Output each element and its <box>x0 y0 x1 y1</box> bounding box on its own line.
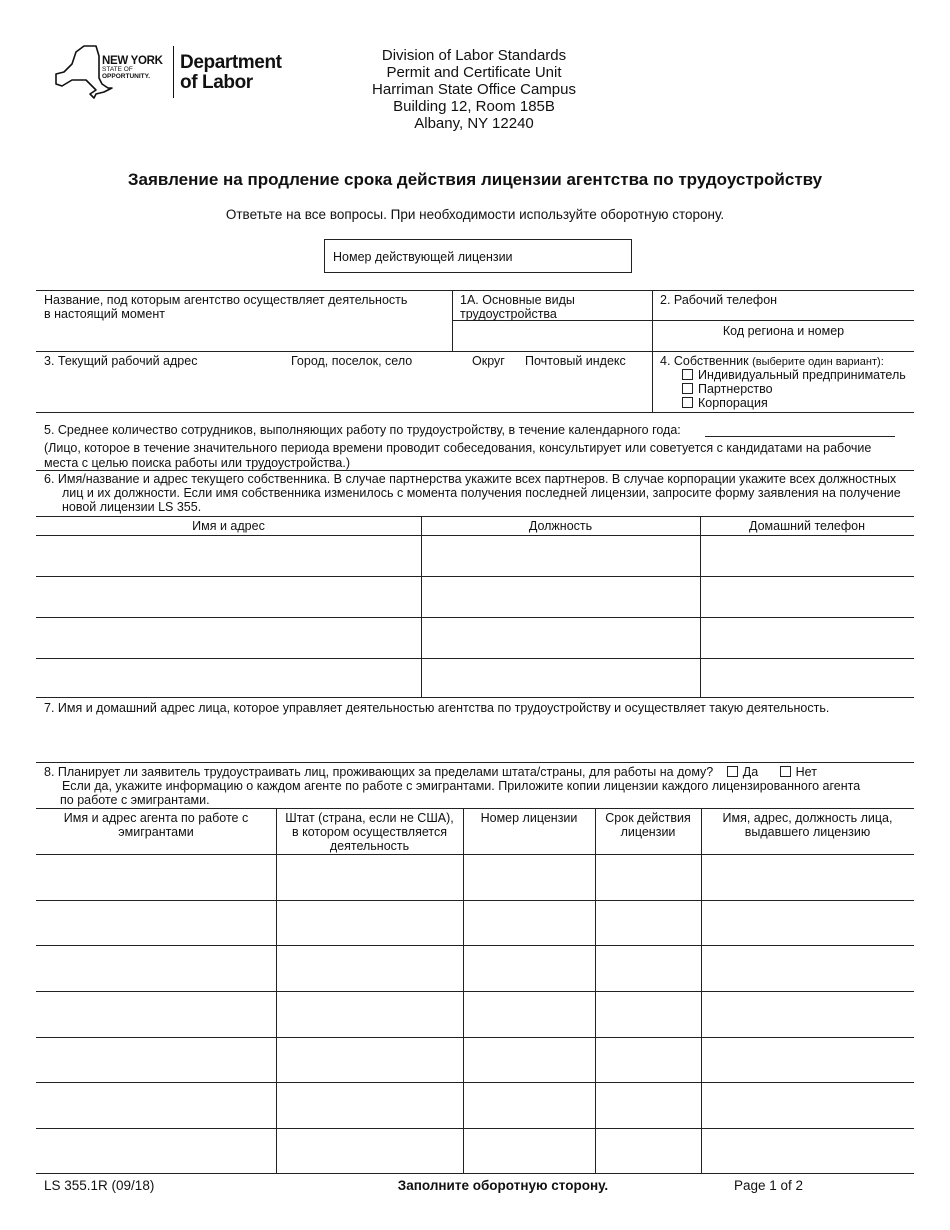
rule <box>36 470 914 471</box>
current-license-number-field[interactable] <box>324 239 632 273</box>
rule <box>36 697 914 698</box>
table-row[interactable] <box>36 659 914 697</box>
form-instructions: Ответьте на все вопросы. При необходимости используйте оборотную сторону. <box>225 207 725 222</box>
table-row[interactable] <box>36 618 914 658</box>
logo-department-line-1: Department <box>180 52 282 73</box>
business-address-label: 3. Текущий рабочий адрес <box>44 354 198 368</box>
address-line: Division of Labor Standards <box>381 47 567 64</box>
rule <box>36 412 914 413</box>
header-line: эмигрантами <box>118 825 194 839</box>
option-label: Партнерство <box>698 382 773 396</box>
q8-yes-option[interactable] <box>727 765 758 779</box>
ownership-option-corporation[interactable] <box>682 396 768 410</box>
zip-label: Почтовый индекс <box>525 354 626 368</box>
address-line: Building 12, Room 185B <box>393 98 555 115</box>
ownership-label <box>660 354 884 369</box>
employment-types-field[interactable] <box>453 291 652 351</box>
form-title: Заявление на продление срока действия лицензии агентства по трудоустройству <box>127 170 823 189</box>
rule <box>36 516 914 517</box>
form-number: LS 355.1R (09/18) <box>44 1178 155 1193</box>
owners-table <box>36 516 914 698</box>
column-header-name-address: Имя и адрес <box>192 519 265 533</box>
ownership-option-sole-proprietor[interactable] <box>682 368 906 382</box>
checkbox[interactable] <box>780 766 791 777</box>
table-row[interactable] <box>36 855 914 900</box>
avg-employees-input[interactable] <box>705 436 895 437</box>
employment-types-label: 1А. Основные виды <box>460 293 575 307</box>
rule <box>36 1173 914 1174</box>
column-header-home-phone: Домашний телефон <box>749 519 865 533</box>
table-row[interactable] <box>36 1038 914 1082</box>
agency-name-label: в настоящий момент <box>44 307 165 321</box>
continue-note: Заполните оборотную сторону. <box>397 1178 609 1193</box>
checkbox[interactable] <box>682 383 693 394</box>
agency-name-field[interactable] <box>36 291 452 351</box>
address-line: Permit and Certificate Unit <box>386 64 562 81</box>
work-phone-sublabel: Код региона и номер <box>722 324 845 338</box>
header-line: Номер лицензии <box>480 811 578 825</box>
rule <box>36 808 914 809</box>
header-line: Срок действия <box>605 811 691 825</box>
avg-employees-label: 5. Среднее количество сотрудников, выполняющих работу по трудоустройству, в течение календарного года: <box>44 423 681 437</box>
ownership-hint: (выберите один вариант): <box>752 356 884 368</box>
nys-dol-logo <box>52 44 297 102</box>
table-row[interactable] <box>36 577 914 617</box>
manager-info-field[interactable] <box>36 699 914 762</box>
agency-name-label: Название, под которым агентство осуществляет деятельность <box>44 293 408 307</box>
business-address-field[interactable] <box>36 352 652 412</box>
option-label: Корпорация <box>698 396 768 410</box>
table-row[interactable] <box>36 1083 914 1128</box>
page-number: Page 1 of 2 <box>734 1178 804 1193</box>
column-header-agent-name-address <box>36 811 276 839</box>
logo-state-name: NEW YORK <box>102 55 163 67</box>
q8-instructions: Если да, укажите информацию о каждом агенте по работе с эмигрантами. Приложите копии лицензии каждого лицензированного агента <box>62 779 861 793</box>
option-label: Индивидуальный предприниматель <box>698 368 906 382</box>
current-license-number-label: Номер действующей лицензии <box>333 250 513 264</box>
work-phone-field[interactable] <box>653 291 914 351</box>
ownership-label-text: 4. Собственник <box>660 354 749 368</box>
column-header-license-expiration <box>595 811 701 839</box>
employment-types-label: трудоустройства <box>460 307 557 321</box>
header-line: деятельность <box>329 839 410 853</box>
column-header-state <box>276 811 463 853</box>
county-label: Округ <box>472 354 505 368</box>
q8-question <box>44 765 817 779</box>
q6-instructions: новой лицензии LS 355. <box>62 500 202 514</box>
option-label: Нет <box>795 765 817 779</box>
table-row[interactable] <box>36 992 914 1037</box>
q8-no-option[interactable] <box>780 765 817 779</box>
column-header-issuer <box>701 811 914 839</box>
manager-info-label: 7. Имя и домашний адрес лица, которое управляет деятельностью агентства по трудоустройству и осуществляет такую деятельность. <box>44 701 830 715</box>
address-line: Harriman State Office Campus <box>372 81 576 98</box>
q6-instructions: лиц и их должности. Если имя собственника изменилось с момента получения последней лицензии, запросите форму заявления на получение <box>62 486 901 500</box>
logo-tagline-2: OPPORTUNITY. <box>102 73 151 80</box>
option-label: Да <box>742 765 759 779</box>
avg-employees-note: места с целью поиска работы или трудоустройства.) <box>44 456 351 470</box>
q8-question-text: 8. Планирует ли заявитель трудоустраивать лиц, проживающих за пределами штата/страны, для работы на дому? <box>44 765 714 779</box>
table-row[interactable] <box>36 901 914 945</box>
checkbox[interactable] <box>682 369 693 380</box>
agency-address-block <box>340 47 608 132</box>
checkbox[interactable] <box>727 766 738 777</box>
logo-department-line-2: of Labor <box>180 72 253 93</box>
logo-divider <box>173 46 174 98</box>
header-line: лицензии <box>620 825 676 839</box>
work-phone-label: 2. Рабочий телефон <box>660 293 778 307</box>
logo-tagline-1: STATE OF <box>102 66 133 73</box>
column-header-title: Должность <box>528 519 593 533</box>
header-line: Имя, адрес, должность лица, <box>722 811 893 825</box>
ownership-type-group <box>653 352 914 412</box>
q6-instructions: 6. Имя/название и адрес текущего собственника. В случае партнерства укажите всех партнеров. В случае корпорации укажите всех должностных <box>44 472 897 486</box>
q8-instructions: по работе с эмигрантами. <box>60 793 210 807</box>
header-line: выдавшего лицензию <box>744 825 871 839</box>
column-header-license-number <box>463 811 595 825</box>
emigrant-agents-table <box>36 808 914 1174</box>
header-line: в котором осуществляется <box>292 825 447 839</box>
header-line: Имя и адрес агента по работе с <box>63 811 249 825</box>
avg-employees-note: (Лицо, которое в течение значительного периода времени проводит собеседования, консультирует или советуется с кандидатами на рабочие <box>44 441 872 455</box>
ownership-option-partnership[interactable] <box>682 382 773 396</box>
header-line: Штат (страна, если не США), <box>285 811 454 825</box>
table-row[interactable] <box>36 946 914 991</box>
address-line: Albany, NY 12240 <box>414 115 534 132</box>
table-row[interactable] <box>36 536 914 576</box>
city-label: Город, поселок, село <box>291 354 413 368</box>
checkbox[interactable] <box>682 397 693 408</box>
rule <box>36 762 914 763</box>
table-row[interactable] <box>36 1129 914 1173</box>
